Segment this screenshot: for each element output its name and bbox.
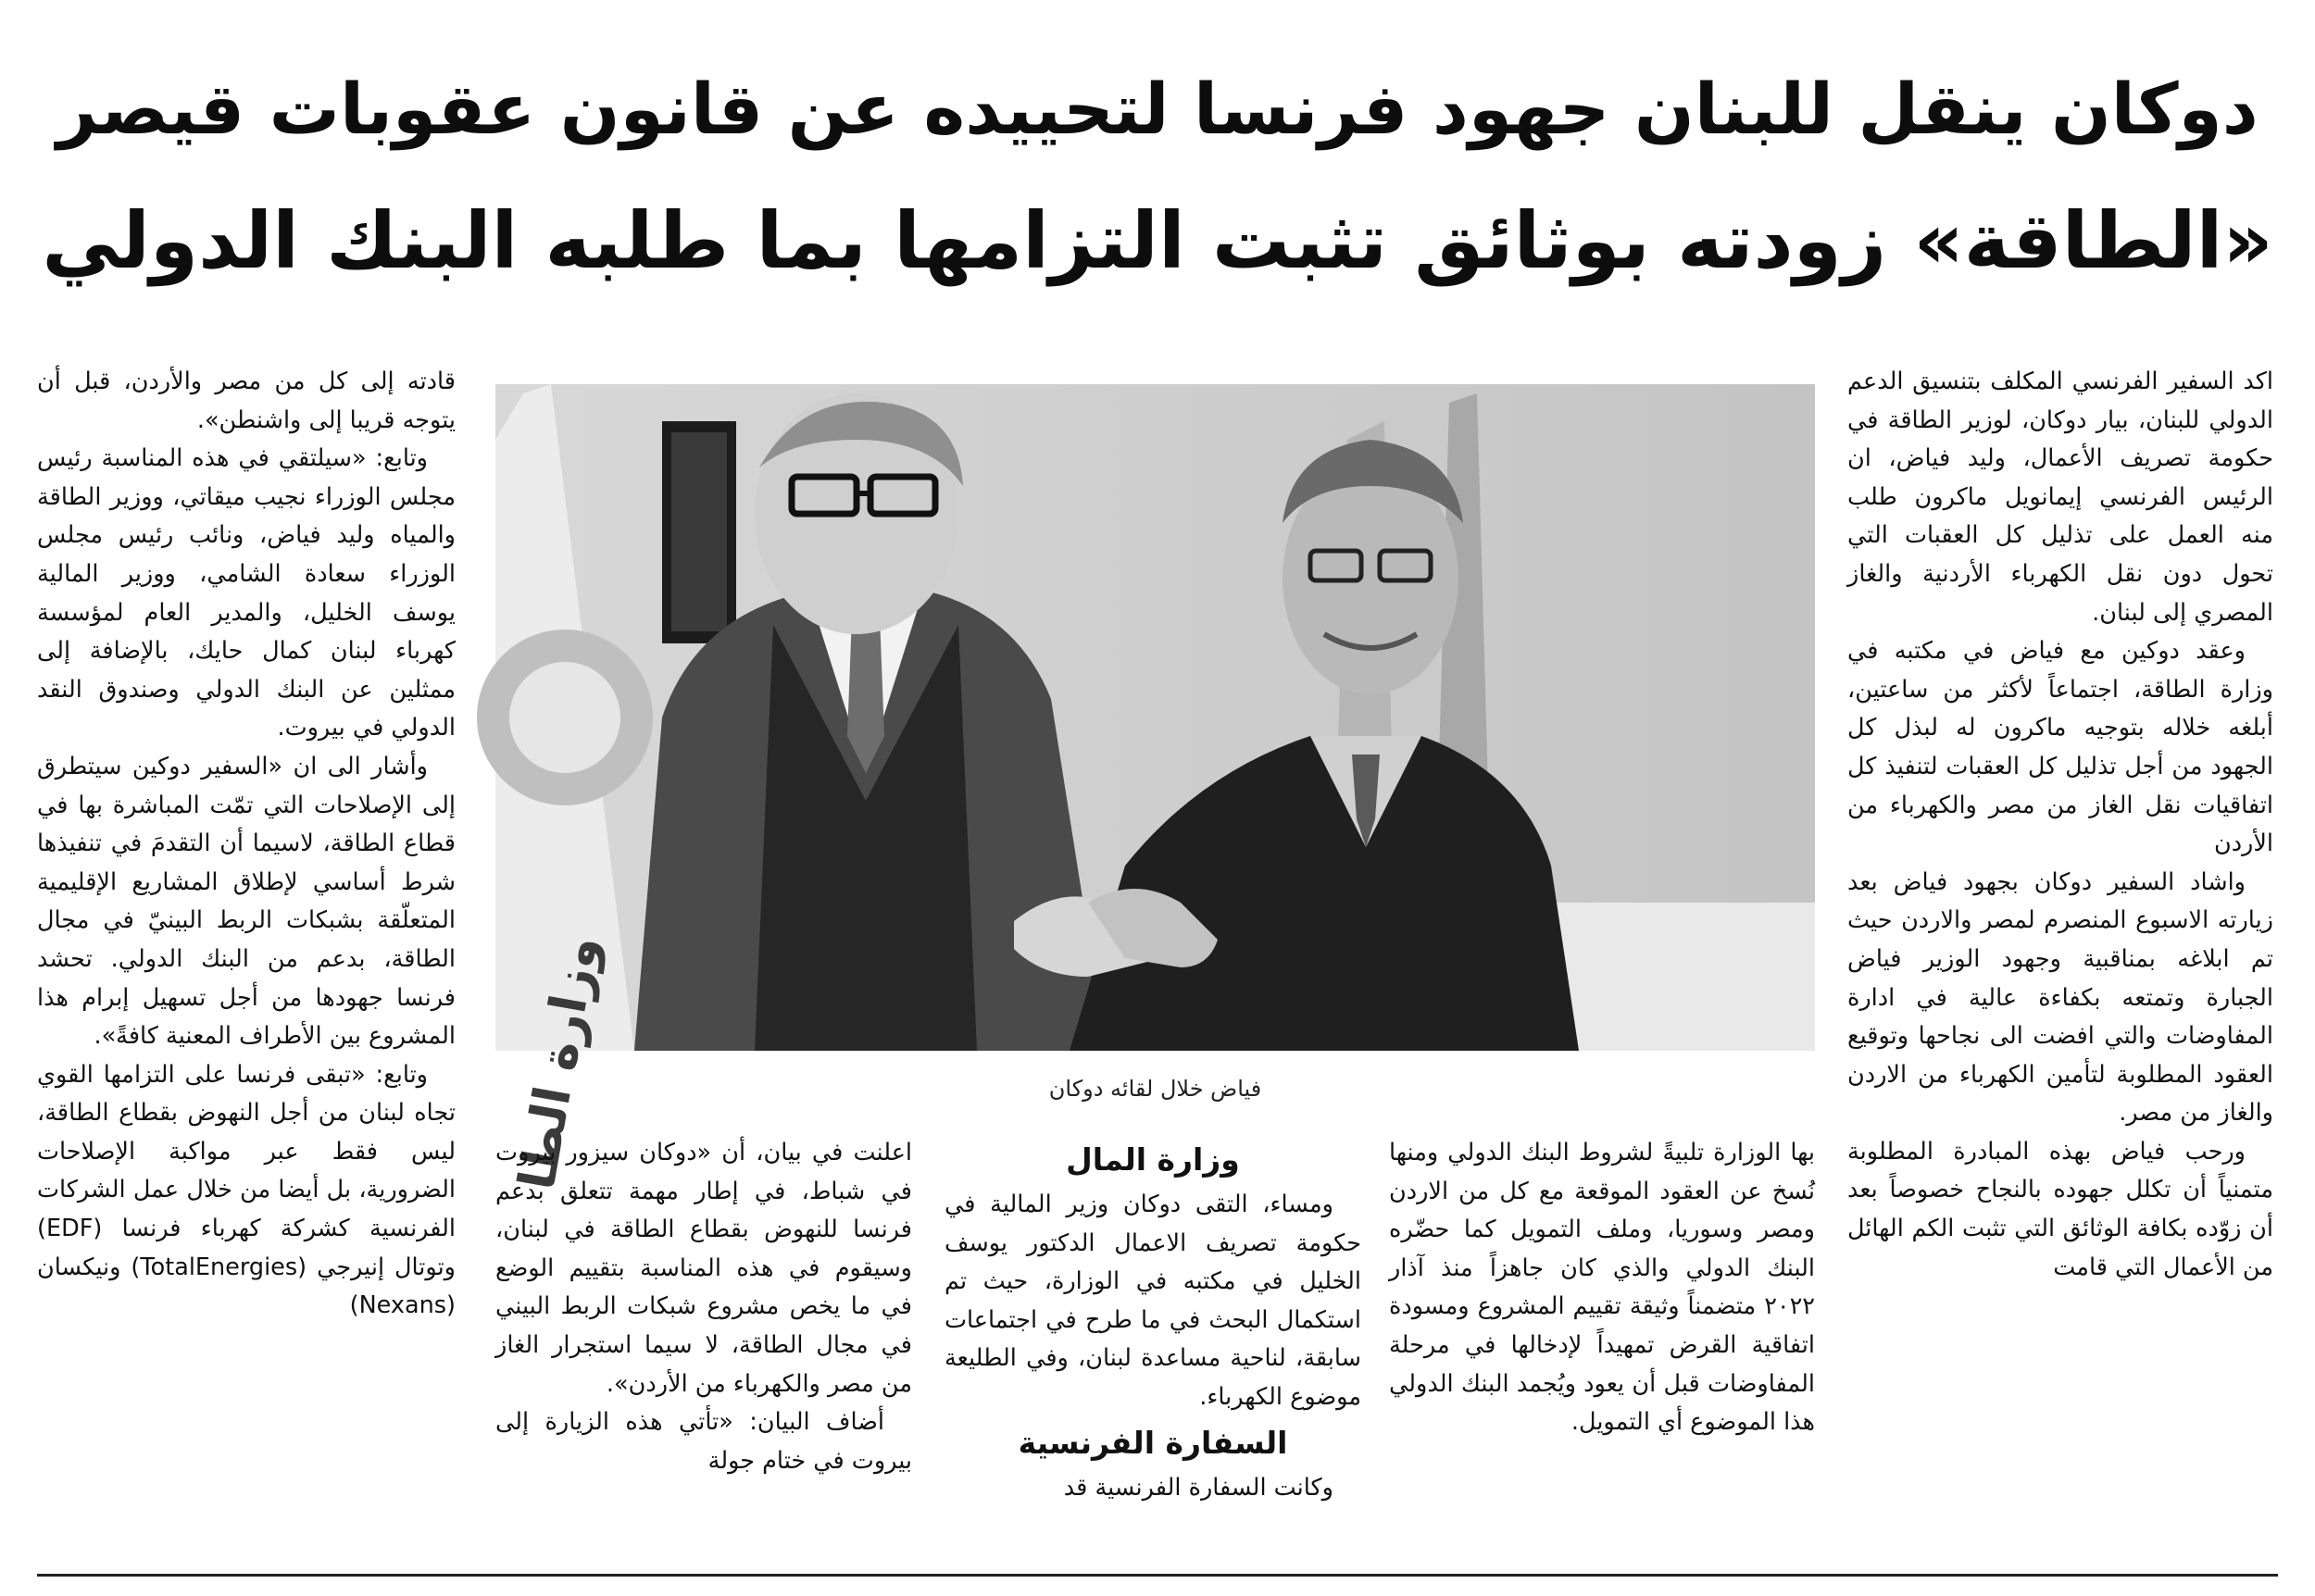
paragraph: وأشار الى ان «السفير دوكين سيتطرق إلى الإصلاحات التي تمّت المباشرة بها في قطاع الطاقة، لاسيما أن التقدمَ في تنفيذها شرط أساسي لإطلاق المشاريع الإقليمية المتعلّقة بشبكات الربط البينيّ في مجال الطاقة، بدعم من البنك الدولي. تحشد فرنسا جهودها من أجل تسهيل إبرام هذا المشروع بين الأطراف المعنية كافةً». xyxy=(37,752,456,1051)
bottom-divider xyxy=(37,1574,2278,1577)
flag-text: وزارة الطا xyxy=(507,931,609,1194)
paragraph: قادته إلى كل من مصر والأردن، قبل أن يتوجه قريبا إلى واشنطن». xyxy=(37,368,456,434)
headline-line-2: «الطاقة» زودته بوثائق تثبت التزامها بما طلبه البنك الدولي xyxy=(42,195,2273,286)
paragraph: وكانت السفارة الفرنسية قد xyxy=(1063,1473,1333,1502)
paragraph: وعقد دوكين مع فياض في مكتبه في وزارة الطاقة، اجتماعاً لأكثر من ساعتين، أبلغه خلاله بتوجيه ماكرون له لبذل كل الجهود من أجل تذليل كل العقبات لتنفيذ كل اتفاقيات نقل الغاز من مصر والكهرباء من الأردن xyxy=(1847,637,2273,858)
paragraph: وتابع: «تبقى فرنسا على التزامها القوي تجاه لبنان من أجل النهوض بقطاع الطاقة، ليس فقط عبر مواكبة الإصلاحات الضرورية، بل أيضا من خلال عمل الشركات الفرنسية كشركة كهرباء فرنسا (EDF) وتوتال إنيرجي (TotalEnergies) ونيكسان (Nexans) xyxy=(37,1060,456,1320)
paragraph: اعلنت في بيان، أن «دوكان سيزور بيروت في شباط، في إطار مهمة تتعلق بدعم فرنسا للنهوض بقطاع الطاقة في لبنان، وسيقوم في هذه المناسبة بتقييم الوضع في ما يخص مشروع شبكات الربط البيني في مجال الطاقة، لا سيما استجرار الغاز من مصر والكهرباء من الأردن». xyxy=(495,1139,912,1398)
paragraph: بها الوزارة تلبيةً لشروط البنك الدولي ومنها نُسخ عن العقود الموقعة مع كل من الاردن ومصر وسوريا، وملف التمويل كما حضّره البنك الدولي والذي كان جاهزاً منذ آذار ٢٠٢٢ متضمناً وثيقة تقييم المشروع ومسودة اتفاقية القرض تمهيداً لإدخالها في مرحلة المفاوضات قبل أن يعود ويُجمد البنك الدولي هذا الموضوع أي التمويل. xyxy=(1389,1139,1815,1437)
paragraph: ورحب فياض بهذه المبادرة المطلوبة متمنياً أن تكلل جهوده بالنجاح خصوصاً بعد أن زوّده بكافة الوثائق التي تثبت الكم الهائل من الأعمال التي قامت xyxy=(1847,1137,2273,1281)
paragraph: أضاف البيان: «تأتي هذه الزيارة إلى بيروت في ختام جولة xyxy=(495,1408,912,1475)
article-column-1 xyxy=(1847,363,2273,1287)
subheading-french-embassy: السفارة الفرنسية xyxy=(1018,1424,1288,1461)
photo-caption: فياض خلال لقائه دوكان xyxy=(1048,1076,1262,1102)
headline-line-1: دوكان ينقل للبنان جهود فرنسا لتحييده عن قانون عقوبات قيصر xyxy=(56,68,2259,150)
article-column-5 xyxy=(37,363,456,1326)
subheading-finance-ministry: وزارة المال xyxy=(1066,1141,1240,1178)
paragraph: وتابع: «سيلتقي في هذه المناسبة رئيس مجلس الوزراء نجيب ميقاتي، ووزير الطاقة والمياه وليد فياض، ونائب رئيس مجلس الوزراء سعادة الشامي، ووزير المالية يوسف الخليل، والمدير العام لمؤسسة كهرباء لبنان كمال حايك، بالإضافة إلى ممثلين عن البنك الدولي وصندوق النقد الدولي في بيروت. xyxy=(37,444,456,742)
article-column-3 xyxy=(945,1134,1361,1507)
article-column-2 xyxy=(1389,1134,1815,1442)
paragraph: واشاد السفير دوكان بجهود فياض بعد زيارته الاسبوع المنصرم لمصر والاردن حيث تم ابلاغه بمناقبية وجهود الوزير فياض الجبارة وتمتعه بكفاءة عالية في ادارة المفاوضات والتي افضت الى نجاحها وتوقيع العقود المطلوبة لتأمين الكهرباء من الاردن والغاز من مصر. xyxy=(1847,867,2273,1128)
paragraph: ومساء، التقى دوكان وزير المالية في حكومة تصريف الاعمال الدكتور يوسف الخليل في مكتبه في الوزارة، حيث تم استكمال البحث في ما طرح في اجتماعات سابقة، لناحية مساعدة لبنان، وفي الطليعة موضوع الكهرباء. xyxy=(945,1191,1361,1411)
paragraph: اكد السفير الفرنسي المكلف بتنسيق الدعم الدولي للبنان، بيار دوكان، لوزير الطاقة في حكومة تصريف الأعمال، وليد فياض، ان الرئيس الفرنسي إيمانويل ماكرون طلب منه العمل على تذليل كل العقبات التي تحول دون نقل الكهرباء الأردنية والغاز المصري إلى لبنان. xyxy=(1847,368,2273,627)
article-column-4 xyxy=(495,1134,912,1480)
